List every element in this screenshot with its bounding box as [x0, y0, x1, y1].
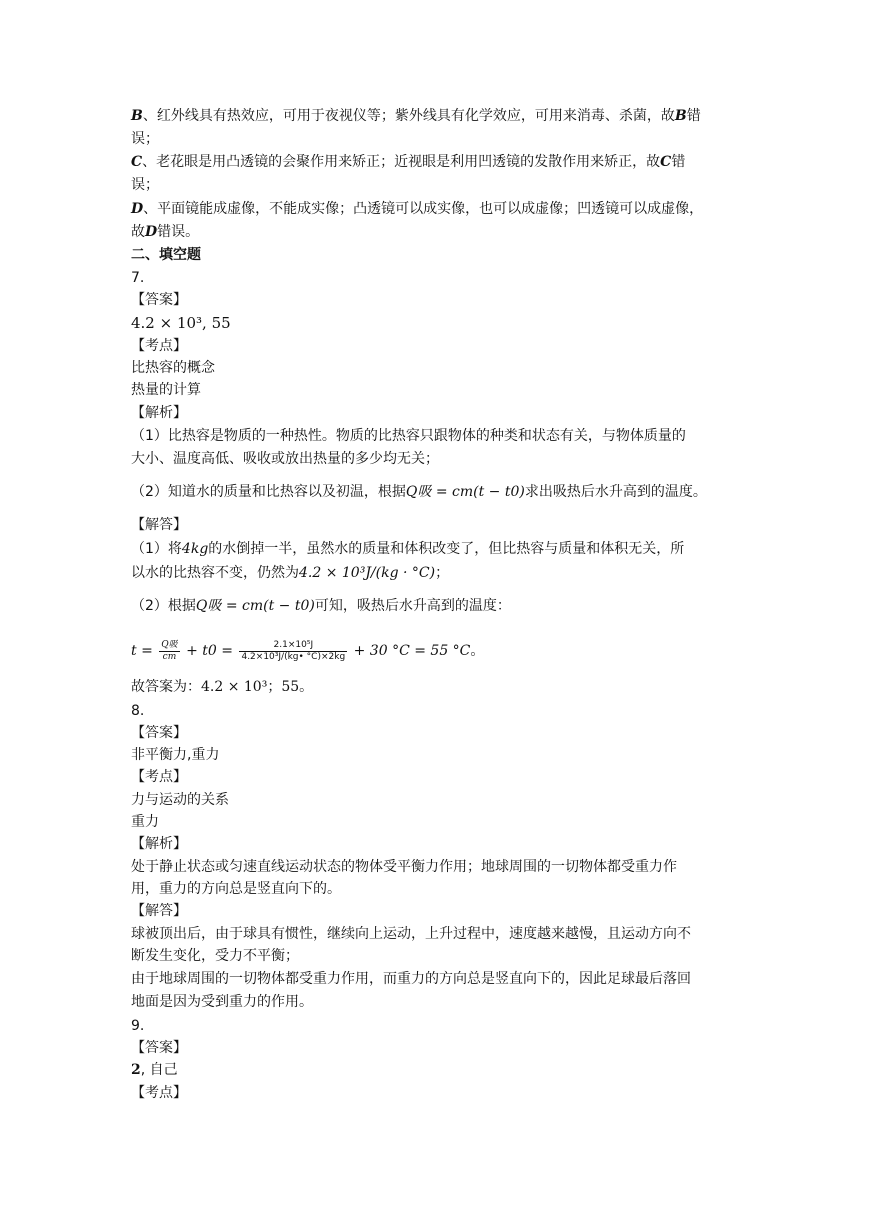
q7-sol1-a: （1）将 — [131, 541, 182, 557]
q8-solution-label: 【解答】 — [131, 903, 187, 919]
eq-frac1-num: Q吸 — [161, 639, 178, 650]
q7-final-a: 故答案为： — [131, 679, 201, 695]
q7-answer-label: 【答案】 — [131, 292, 187, 308]
q7-sol1c-value: 4.2 × 10³J/(kg · °C) — [299, 565, 436, 581]
q7-point-2: 热量的计算 — [131, 382, 201, 398]
q8-point-2: 重力 — [131, 814, 159, 830]
eq-plus-t0: + t0 = — [186, 643, 234, 659]
eq-t: t = — [131, 643, 153, 659]
q8-solution-1: 球被顶出后，由于球具有惯性，继续向上运动，上升过程中，速度越来越慢，且运动方向不 — [131, 926, 691, 942]
q9-answer-a: 2 — [131, 1062, 141, 1078]
q8-solution-1b: 断发生变化，受力不平衡； — [131, 948, 299, 964]
q6-option-d-cont-b: 错误。 — [157, 224, 200, 240]
q7-equation — [131, 638, 484, 664]
q7-solution-1 — [131, 539, 684, 559]
q7-analysis-1b: 大小、温度高低、吸收或放出热量的多少均无关； — [131, 451, 439, 467]
q7-analysis-formula: Q吸 = cm(t − t0) — [405, 484, 525, 500]
option-ref-c: C — [660, 154, 672, 170]
q8-number: 8. — [131, 703, 145, 719]
q6-option-b-line — [131, 106, 701, 126]
q9-answer-label: 【答案】 — [131, 1040, 187, 1056]
q7-analysis-2b: 求出吸热后水升高到的温度。 — [524, 484, 707, 500]
q8-answer-label: 【答案】 — [131, 725, 187, 741]
q8-analysis-label: 【解析】 — [131, 836, 187, 852]
q7-sol1-b: 的水倒掉一半，虽然水的质量和体积改变了，但比热容与质量和体积无关，所 — [208, 541, 685, 557]
q7-analysis-2a: （2）知道水的质量和比热容以及初温，根据 — [131, 484, 406, 500]
q8-points-label: 【考点】 — [131, 769, 187, 785]
q7-points-label: 【考点】 — [131, 338, 187, 354]
q9-answer-b: , 自己 — [140, 1062, 178, 1078]
eq-fraction-2 — [239, 640, 347, 663]
option-ref-d: D — [145, 224, 158, 240]
q9-answer — [131, 1060, 178, 1080]
q7-sol1c-a: 以水的比热容不变，仍然为 — [131, 565, 299, 581]
q7-sol2-formula: Q吸 = cm(t − t0) — [195, 598, 315, 614]
q8-answer: 非平衡力,重力 — [131, 747, 220, 763]
option-letter-c: C — [131, 154, 143, 170]
eq-frac1-den: cm — [162, 651, 177, 662]
q6-option-b-text: 、红外线具有热效应，可用于夜视仪等；紫外线具有化学效应，可用来消毒、杀菌，故 — [142, 108, 675, 124]
q8-analysis-1: 处于静止状态或匀速直线运动状态的物体受平衡力作用；地球周围的一切物体都受重力作 — [131, 859, 677, 875]
q7-sol1-mass: 4kg — [181, 541, 209, 557]
q7-solution-1c — [131, 563, 449, 583]
q7-final-answer — [131, 677, 313, 697]
q7-solution-label: 【解答】 — [131, 517, 187, 533]
q9-number: 9. — [131, 1018, 145, 1034]
q6-option-d-cont — [131, 222, 199, 242]
eq-fraction-1 — [159, 640, 179, 663]
option-ref-b: B — [674, 108, 687, 124]
q7-analysis-2 — [131, 482, 707, 502]
q7-sol1c-b: ； — [435, 565, 450, 581]
q7-sol2-a: （2）根据 — [131, 598, 196, 614]
eq-frac2-den: 4.2×10³J/(kg• °C)×2kg — [241, 651, 346, 662]
q6-option-d-cont-a: 故 — [131, 224, 145, 240]
q7-number: 7. — [131, 270, 145, 286]
q8-analysis-1b: 用，重力的方向总是竖直向下的。 — [131, 881, 341, 897]
q6-option-c-tail: 错 — [671, 154, 686, 170]
q6-option-d-text: 、平面镜能成虚像，不能成实像；凸透镜可以成实像，也可以成虚像；凹透镜可以成虚像， — [143, 201, 704, 217]
q7-final-c: 。 — [299, 679, 314, 695]
q7-analysis-label: 【解析】 — [131, 405, 187, 421]
q9-points-label: 【考点】 — [131, 1085, 187, 1101]
eq-rest: + 30 °C = 55 °C — [353, 643, 471, 659]
q6-option-c-line — [131, 152, 685, 172]
q7-analysis-1: （1）比热容是物质的一种热性。物质的比热容只跟物体的种类和状态有关，与物体质量的 — [131, 428, 686, 444]
section-title: 二、填空题 — [131, 247, 201, 263]
q7-point-1: 比热容的概念 — [131, 360, 215, 376]
q8-point-1: 力与运动的关系 — [131, 792, 229, 808]
q6-option-c-text: 、老花眼是用凸透镜的会聚作用来矫正；近视眼是利用凹透镜的发散作用来矫正，故 — [142, 154, 661, 170]
q7-final-value: 4.2 × 10³；55 — [201, 679, 300, 695]
q6-option-b-cont: 误； — [131, 131, 159, 147]
eq-end: 。 — [470, 643, 485, 659]
option-letter-d: D — [131, 201, 144, 217]
q6-option-b-tail: 错 — [686, 108, 701, 124]
q8-solution-2b: 地面是因为受到重力的作用。 — [131, 994, 313, 1010]
q7-sol2-b: 可知，吸热后水升高到的温度： — [314, 598, 511, 614]
q6-option-d-line — [131, 199, 703, 219]
eq-frac2-num: 2.1×10⁵J — [239, 640, 347, 652]
q6-option-c-cont: 误； — [131, 177, 159, 193]
q8-solution-2: 由于地球周围的一切物体都受重力作用，而重力的方向总是竖直向下的，因此足球最后落回 — [131, 971, 691, 987]
q7-solution-2 — [131, 596, 511, 616]
q7-answer: 4.2 × 10³, 55 — [131, 314, 231, 332]
option-letter-b: B — [131, 108, 143, 124]
